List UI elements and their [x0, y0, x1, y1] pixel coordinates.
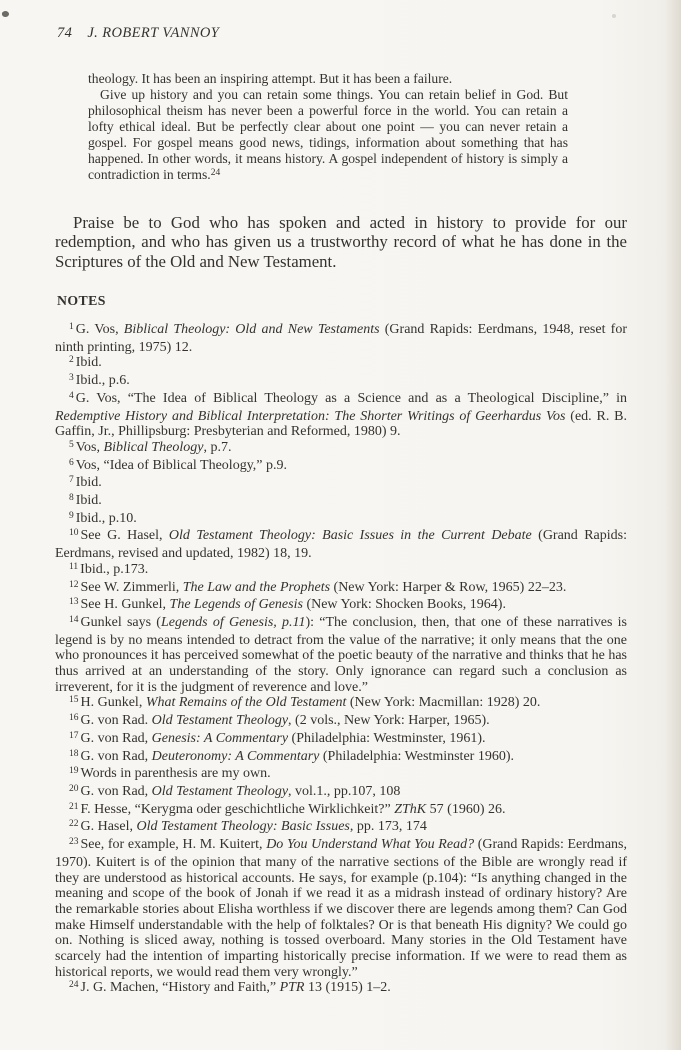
footnote-number: 4 — [69, 390, 74, 401]
footnote-title-italic: ZThK — [394, 801, 427, 817]
footnote-text: J. G. Machen, “History and Faith,” — [80, 980, 280, 996]
quote-paragraph-2-text: Give up history and you can retain some things. You can retain belief in God. But philosophical theism has never been a powerful force in the world. You can retain a lofty ethical ideal. But be perfectly clear about one point — you can never retain a gospel. For gospel means good news, tidings, information about something that has happened. In other words, it means history. A gospel independent of history is simply a contradiction in terms. — [88, 87, 568, 182]
footnote-text: See W. Zimmerli, — [80, 579, 183, 595]
footnote-text: G. von Rad, — [80, 748, 152, 764]
quote-paragraph-1: theology. It has been an inspiring attempt. But it has been a failure. — [88, 71, 453, 86]
footnote-text: (Philadelphia: Westminster, 1961). — [288, 730, 486, 746]
footnote-title-italic: Old Testament Theology — [151, 713, 289, 729]
footnote-item — [55, 731, 627, 749]
footnote-number: 8 — [69, 493, 74, 504]
footnote-text: Vos, — [75, 439, 104, 455]
footnote-item — [55, 493, 627, 511]
footnote-text: (ed. R. B. Gaffin, Jr., Phillipsburg: Presbyterian and Reformed, 1980) 9. — [55, 408, 627, 440]
footnote-item — [55, 802, 627, 820]
footnote-title-italic: Genesis: A Commentary — [151, 730, 289, 746]
closing-paragraph: Praise be to God who has spoken and acted in history to provide for our redemption, and who has given us a trustworthy record of what he has done in the Scriptures of the Old and New Testament. — [55, 212, 627, 271]
footnote-text: F. Hesse, “Kerygma oder geschichtliche Wirklichkeit?” — [80, 801, 395, 817]
footnote-number: 20 — [69, 783, 79, 794]
footnote-item — [55, 784, 627, 802]
footnote-text: Ibid. — [75, 475, 102, 491]
footnote-number: 6 — [69, 457, 74, 468]
footnote-title-italic: What Remains of the Old Testament — [145, 695, 347, 711]
footnote-item — [55, 562, 627, 580]
footnote-text: (New York: Shocken Books, 1964). — [302, 597, 506, 613]
footnote-number: 16 — [69, 713, 79, 724]
footnote-text: (Philadelphia: Westminster 1960). — [319, 748, 514, 764]
footnote-text: 13 (1915) 1–2. — [304, 980, 391, 996]
footnote-text: G. von Rad. — [80, 713, 152, 729]
scan-edge-shadow — [665, 0, 681, 1050]
footnote-text: G. Hasel, — [80, 819, 137, 835]
footnote-text: See, for example, H. M. Kuitert, — [80, 837, 267, 853]
footnote-number: 24 — [69, 980, 79, 991]
footnote-text: (Grand Rapids: Eerdmans, 1970). Kuitert is of the opinion that many of the narrative sections of the Bible are wrongly read if they are understood as historical accounts. He says, for example (p.104): “Is anything changed in the meaning and scope of the book of Jonah if we read it as a midrash instead of ordinary history? Are the remarkable stories about Elisha worthless if we discover there are legends among them? Can God make Himself understandable with the help of folktales? Or is that beneath His dignity? We could go on. Nothing is sliced away, nothing is tossed overboard. Many stories in the Old Testament have scarcely had the intention of imparting historically precise information. If we were to read them as historical reports, we would read them very wrongly.” — [55, 837, 627, 980]
footnote-text: G. von Rad, — [80, 783, 152, 799]
footnote-text: Vos, “Idea of Biblical Theology,” p.9. — [75, 457, 288, 473]
footnote-item — [55, 980, 627, 998]
footnote-number: 15 — [69, 695, 79, 706]
footnote-item — [55, 355, 627, 373]
footnote-title-italic: Redemptive History and Biblical Interpretation: The Shorter Writings of Geerhardus Vos — [55, 408, 566, 424]
footnote-title-italic: The Legends of Genesis — [169, 597, 303, 613]
footnote-item — [55, 819, 627, 837]
footnote-title-italic: Old Testament Theology — [151, 783, 289, 799]
footnote-number: 5 — [69, 439, 74, 450]
footnote-text: Ibid., p.6. — [75, 373, 130, 389]
footnote-item — [55, 322, 627, 355]
footnote-number: 23 — [69, 837, 79, 848]
footnote-text: 57 (1960) 26. — [426, 801, 506, 817]
footnote-text: ): “The conclusion, then, that one of these narratives is legend is by no means intended to detract from the value of the narrative; it only means that the one who pronounces it has perceived somewhat of the poetic beauty of the narrative and thinks that he has thus arrived at an understanding of the story. Only ignorance can regard such a conclusion as irreverent, for it is the judgment of reverence and love.” — [55, 614, 627, 695]
footnote-text: (New York: Harper & Row, 1965) 22–23. — [330, 579, 567, 595]
footnote-item — [55, 475, 627, 493]
footnote-text: Ibid., p.173. — [80, 561, 149, 577]
quote-paragraph-2 — [88, 87, 568, 185]
footnote-text: , p.7. — [203, 439, 232, 455]
footnote-number: 7 — [69, 475, 74, 486]
footnote-item — [55, 580, 627, 598]
footnote-text: , pp. 173, 174 — [349, 819, 427, 835]
footnotes-list — [55, 322, 627, 998]
footnote-number: 21 — [69, 801, 79, 812]
footnote-text: Ibid. — [75, 355, 102, 371]
footnote-text: G. Vos, “The Idea of Biblical Theology as a Science and as a Theological Discipline,” in — [75, 390, 627, 406]
page-header — [57, 25, 219, 42]
footnote-item — [55, 528, 627, 561]
footnote-title-italic: Biblical Theology: Old and New Testaments — [123, 322, 380, 337]
footnote-text: (Grand Rapids: Eerdmans, 1948, reset for ninth printing, 1975) 12. — [55, 322, 627, 355]
footnote-item — [55, 695, 627, 713]
footnote-number: 17 — [69, 730, 79, 741]
footnote-number: 22 — [69, 819, 79, 830]
footnote-item — [55, 440, 627, 458]
footnote-number: 1 — [69, 322, 74, 332]
footnote-item — [55, 458, 627, 476]
page-number: 74 — [57, 25, 73, 41]
footnote-title-italic: Biblical Theology — [103, 439, 204, 455]
footnote-ref-24: 24 — [210, 168, 221, 178]
footnote-number: 18 — [69, 748, 79, 759]
footnote-text: See G. Hasel, — [80, 528, 169, 544]
footnote-text: Gunkel says ( — [80, 614, 161, 630]
footnote-number: 2 — [69, 355, 74, 366]
footnote-item — [55, 391, 627, 440]
footnote-item — [55, 749, 627, 767]
footnote-text: , (2 vols., New York: Harper, 1965). — [288, 713, 490, 729]
footnote-number: 13 — [69, 597, 79, 608]
footnote-text: (New York: Macmillan: 1928) 20. — [346, 695, 541, 711]
footnote-title-italic: Old Testament Theology: Basic Issues in the Current Debate — [168, 528, 532, 544]
footnote-title-italic: PTR — [279, 980, 305, 996]
footnote-title-italic: Old Testament Theology: Basic Issues — [136, 819, 350, 835]
footnote-number: 19 — [69, 766, 79, 777]
footnote-item — [55, 766, 627, 784]
footnote-item — [55, 597, 627, 615]
footnote-title-italic: The Law and the Prophets — [182, 579, 331, 595]
footnote-number: 14 — [69, 614, 79, 625]
footnote-item — [55, 373, 627, 391]
running-title: J. ROBERT VANNOY — [87, 25, 220, 41]
footnote-number: 10 — [69, 528, 79, 539]
footnote-number: 12 — [69, 579, 79, 590]
footnote-text: G. von Rad, — [80, 730, 152, 746]
scan-artifact-speck — [1, 10, 9, 18]
footnote-item — [55, 615, 627, 696]
footnote-item — [55, 713, 627, 731]
footnote-title-italic: Do You Understand What You Read? — [266, 837, 475, 853]
footnote-text: , vol.1., pp.107, 108 — [288, 783, 401, 799]
footnote-text: Ibid., p.10. — [75, 510, 137, 526]
footnote-title-italic: Legends of Genesis, p.11 — [160, 614, 306, 630]
footnote-number: 11 — [69, 561, 79, 572]
footnote-text: See H. Gunkel, — [80, 597, 170, 613]
scan-artifact-dot — [612, 14, 616, 18]
footnote-item — [55, 837, 627, 980]
footnote-text: G. Vos, — [75, 322, 124, 337]
footnote-number: 3 — [69, 373, 74, 384]
footnote-text: H. Gunkel, — [80, 695, 146, 711]
footnote-title-italic: Deuteronomy: A Commentary — [151, 748, 320, 764]
block-quote — [88, 71, 568, 185]
footnote-text: Ibid. — [75, 493, 102, 509]
footnote-text: Words in parenthesis are my own. — [80, 766, 271, 782]
footnote-text: (Grand Rapids: Eerdmans, revised and updated, 1982) 18, 19. — [55, 528, 627, 562]
footnote-item — [55, 511, 627, 529]
footnote-number: 9 — [69, 510, 74, 521]
notes-heading: NOTES — [57, 293, 106, 308]
